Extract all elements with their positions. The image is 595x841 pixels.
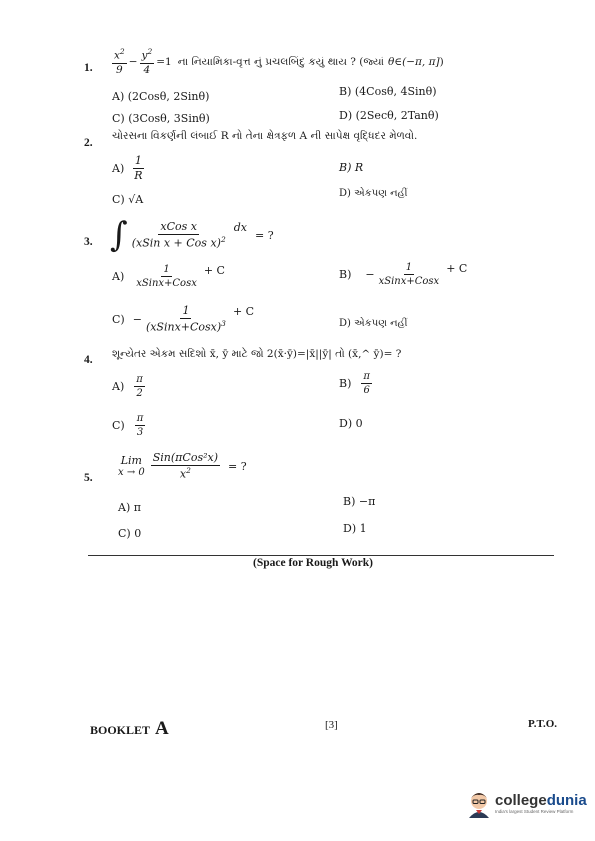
question-number: 2.	[84, 137, 93, 149]
numerator: y	[141, 49, 148, 62]
limit-subscript: x → 0	[118, 467, 145, 479]
option-label: B)	[339, 268, 352, 281]
denominator: xSinx+Cosx	[378, 276, 440, 287]
question-text: ના નિયામિકા-વૃત્ત નું પ્રચલબિંદુ કયું થાય ? (જ્યાં	[177, 55, 385, 68]
fraction: $\frac{y^2}{4}$	[141, 47, 153, 77]
question-stem: ચોરસના વિકર્ણની લંબાઈ R નો તેના ક્ષેત્રફળ A ની સાપેક્ષ વૃદ્ધિદર મેળવો.	[112, 130, 418, 142]
option-c: C) (3Cosθ, 3Sinθ)	[112, 112, 210, 125]
collegedunia-logo	[466, 788, 587, 818]
numerator: 1	[405, 262, 413, 273]
fraction	[135, 413, 146, 438]
fraction	[361, 371, 372, 396]
differential: dx	[233, 220, 247, 234]
question-tail: = ?	[254, 228, 274, 242]
denominator: 3	[136, 427, 144, 438]
numerator: xCos x	[158, 221, 199, 235]
fraction: $\frac{1}{(xSinx+Cosx)^3}$	[145, 304, 226, 334]
option-label: A)	[112, 270, 125, 283]
option-b: B) R	[339, 161, 364, 174]
numerator: 1	[163, 264, 170, 275]
option-b	[339, 371, 374, 396]
option-tail: + C	[203, 264, 225, 277]
fraction	[132, 155, 144, 182]
rough-work-label: (Space for Rough Work)	[253, 557, 374, 569]
booklet-letter: A	[155, 718, 169, 739]
minus-sign: −	[365, 268, 375, 281]
denominator: 9	[116, 64, 123, 77]
pto-label: P.T.O.	[528, 718, 558, 730]
option-tail: + C	[446, 262, 468, 275]
fraction	[134, 264, 199, 289]
page-number: [3]	[325, 719, 338, 731]
question-stem	[118, 452, 247, 481]
numerator: 1	[180, 305, 191, 319]
numerator: π	[136, 374, 143, 385]
denominator: R	[134, 169, 143, 183]
fraction	[377, 262, 442, 287]
condition: θ∈(−π, π]	[388, 56, 440, 69]
logo-text-b: dunia	[546, 792, 587, 809]
logo-tagline: India's largest Student Review Platform	[495, 809, 574, 814]
denominator: 2	[136, 388, 143, 399]
option-d: D) એકપણ નહીં	[339, 188, 408, 199]
equation-part: =1	[156, 56, 172, 69]
booklet-text: BOOKLET	[90, 723, 151, 737]
question-number: 3.	[84, 236, 93, 248]
paren: )	[439, 56, 444, 69]
denominator: xSinx+Cosx	[136, 278, 197, 289]
denominator: 4	[143, 64, 151, 77]
option-c: C) 0	[118, 527, 142, 540]
denominator: (xSin x + Cos x)	[131, 236, 221, 250]
numerator: π	[136, 413, 144, 424]
option-c	[112, 413, 147, 438]
numerator: x	[114, 49, 120, 62]
option-a	[112, 155, 147, 182]
fraction	[134, 374, 145, 399]
option-a: A) (2Cosθ, 2Sinθ)	[112, 90, 210, 103]
denominator: (xSinx+Cosx)	[145, 320, 222, 334]
option-label: C)	[112, 419, 125, 432]
booklet-label	[90, 718, 169, 740]
option-a: A) π	[118, 501, 141, 514]
option-b: B) (4Cosθ, 4Sinθ)	[339, 85, 437, 98]
numerator: 1	[133, 155, 144, 169]
question-stem: શૂન્યેતર એકમ સદિશો x̄, ȳ માટે જો 2(x̄·ȳ)=|x̄||ȳ| તો (x̄,^ ȳ)= ?	[112, 348, 402, 360]
option-d: D) 1	[343, 522, 367, 535]
question-number: 4.	[84, 354, 93, 366]
question-stem: $\frac{x^2}{9}$ − $\frac{y^2}{4}$ =1 ના નિયામિકા-વૃત્ત નું પ્રચલબિંદુ કયું થાય ? (જ્યાં θ∈(−π, π] )	[114, 47, 444, 77]
question-number: 1.	[84, 62, 93, 74]
fraction: $\frac{\text{xCos x}}{(xSin x + Cos x)^2}$	[131, 219, 226, 250]
option-a	[112, 374, 147, 399]
option-b: B) −π	[343, 495, 376, 508]
minus-sign: −	[132, 312, 142, 326]
question-tail: = ?	[228, 459, 247, 473]
option-b	[339, 262, 467, 287]
option-d: D) 0	[339, 417, 363, 430]
numerator: π	[363, 371, 370, 382]
divider	[88, 555, 554, 556]
logo-text	[495, 792, 587, 809]
option-d: D) (2Secθ, 2Tanθ)	[339, 109, 439, 122]
option-c: C) √A	[112, 193, 144, 206]
fraction: $\frac{\text{Sin(πCos²x)}}{x^2}$	[152, 451, 218, 481]
option-label: A)	[112, 162, 125, 176]
limit-label: Lim	[120, 454, 142, 468]
option-label: A)	[112, 380, 125, 393]
option-tail: + C	[232, 304, 255, 318]
integral-sign: ∫	[110, 215, 128, 255]
denominator: x	[179, 467, 187, 481]
limit	[118, 454, 145, 478]
option-d: D) એકપણ નહીં	[339, 318, 408, 329]
numerator: Sin(πCos²x)	[151, 452, 220, 466]
fraction: $\frac{x^2}{9}$	[114, 47, 125, 77]
option-a	[112, 264, 225, 289]
question-stem	[110, 215, 274, 255]
denominator: 6	[363, 385, 370, 396]
logo-text-a: college	[495, 792, 547, 809]
question-number: 5.	[84, 472, 93, 484]
option-c	[112, 305, 254, 334]
graduate-mascot-icon	[466, 788, 492, 818]
option-label: C)	[112, 312, 125, 326]
option-label: B)	[339, 377, 352, 390]
